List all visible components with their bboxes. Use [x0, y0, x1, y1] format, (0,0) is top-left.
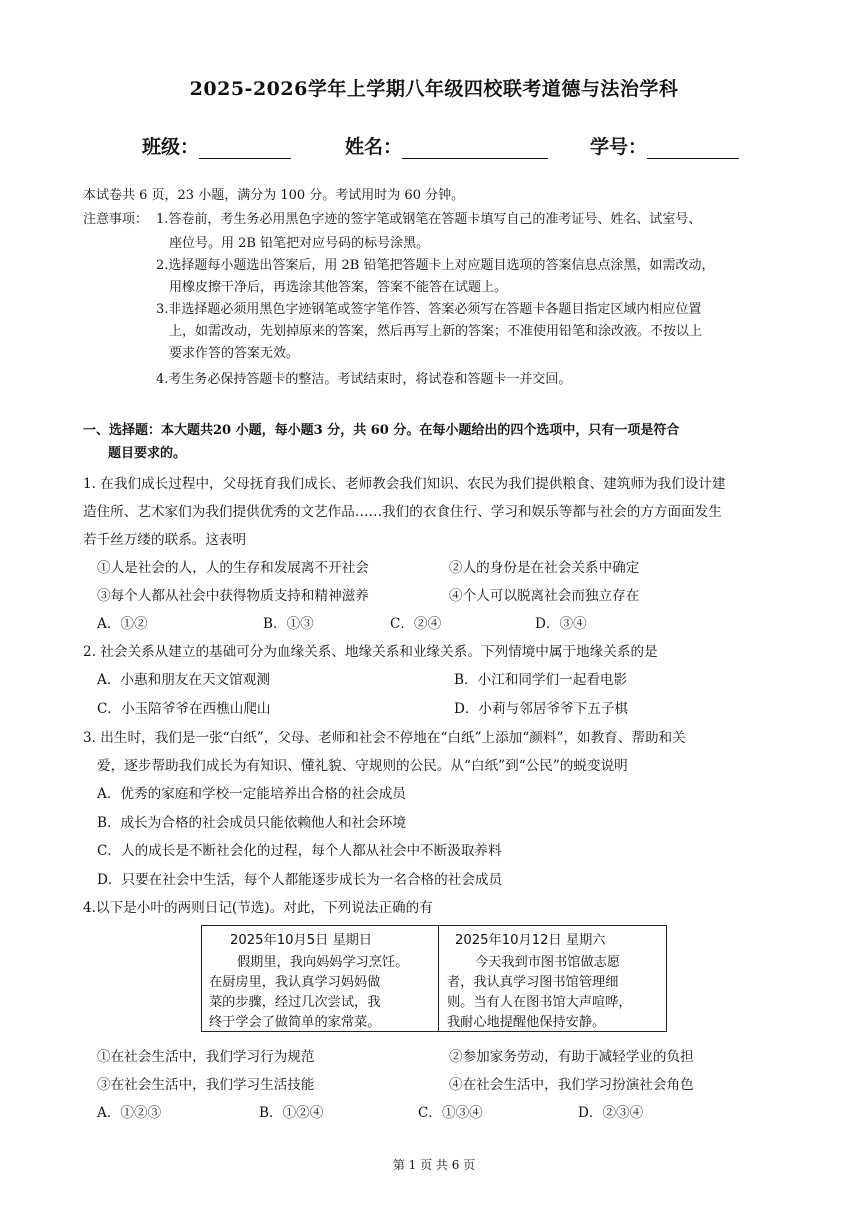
page-number: 第 1 页 共 6 页: [392, 1158, 476, 1172]
option-a: A．小惠和朋友在天文馆观测: [97, 672, 270, 688]
option-b: B．①③: [263, 616, 314, 632]
note-line: 要求作答的答案无效。: [169, 346, 300, 361]
question-1-stem: 造住所、艺术家们为我们提供优秀的文艺作品……我们的衣食住行、学习和娱乐等都与社会的方方面面发生: [83, 504, 722, 520]
option-b: B．小江和同学们一起看电影: [454, 672, 628, 688]
diary-right-line: 今天我到市图书馆做志愿: [475, 955, 621, 970]
statement-4: ④在社会生活中，我们学习扮演社会角色: [449, 1077, 694, 1093]
diary-left-line: 菜的步骤，经过几次尝试，我: [209, 995, 381, 1010]
notes-label: 注意事项：: [83, 212, 149, 227]
name-blank: [402, 138, 548, 159]
id-label: 学号：: [590, 136, 648, 158]
diary-left-line: 终于学会了做简单的家常菜。: [209, 1015, 381, 1030]
option-c: C．①③④: [418, 1105, 483, 1121]
statement-1: ①人是社会的人，人的生存和发展离不开社会: [97, 560, 369, 576]
exam-summary: 本试卷共 6 页，23 小题，满分为 100 分。考试用时为 60 分钟。: [83, 188, 465, 203]
option-c: C．人的成长是不断社会化的过程，每个人都从社会中不断汲取养料: [97, 843, 502, 859]
option-a: A．①②③: [97, 1105, 162, 1121]
page-title: 2025-2026学年上学期八年级四校联考道德与法治学科: [189, 78, 679, 100]
statement-1: ①在社会生活中，我们学习行为规范: [97, 1049, 315, 1065]
question-1-stem: 若千丝万缕的联系。这表明: [83, 532, 247, 548]
question-3-stem: 爱，逐步帮助我们成长为有知识、懂礼貌、守规则的公民。从“白纸”到“公民”的蜕变说明: [97, 758, 628, 774]
note-line: 3.非选择题必须用黑色字迹钢笔或签字笔作答、答案必须写在答题卡各题目指定区域内相应位置: [156, 302, 702, 317]
note-line: 4.考生务必保持答题卡的整洁。考试结束时，将试卷和答题卡一并交回。: [156, 372, 572, 387]
option-d: D．②③④: [578, 1105, 644, 1121]
option-c: C．②④: [390, 616, 442, 632]
class-blank: [199, 138, 291, 159]
option-d: D．小莉与邻居爷爷下五子棋: [454, 701, 629, 717]
option-d: D．只要在社会中生活，每个人都能逐步成长为一名合格的社会成员: [97, 872, 503, 888]
option-c: C．小玉陪爷爷在西樵山爬山: [97, 701, 271, 717]
note-line: 用橡皮擦干净后，再选涂其他答案，答案不能答在试题上。: [169, 280, 508, 295]
diary-right-line: 者，我认真学习图书馆管理细: [447, 975, 619, 990]
name-label: 姓名：: [345, 136, 403, 158]
note-line: 座位号。用 2B 铅笔把对应号码的标号涂黑。: [169, 236, 430, 251]
diary-table: [201, 925, 667, 1032]
statement-3: ③在社会生活中，我们学习生活技能: [97, 1077, 315, 1093]
statement-3: ③每个人都从社会中获得物质支持和精神滋养: [97, 588, 369, 604]
diary-left-line: 假期里，我向妈妈学习烹饪。: [237, 955, 409, 970]
option-b: B．①②④: [259, 1105, 324, 1121]
statement-2: ②参加家务劳动，有助于减轻学业的负担: [449, 1049, 694, 1065]
note-line: 上，如需改动，先划掉原来的答案，然后再写上新的答案；不准使用铅笔和涂改液。不按以上: [169, 324, 703, 339]
option-a: A．①②: [97, 616, 148, 632]
id-field: [590, 132, 739, 159]
diary-divider: [438, 926, 439, 1031]
class-label: 班级：: [142, 136, 200, 158]
option-a: A．优秀的家庭和学校一定能培养出合格的社会成员: [97, 786, 406, 802]
id-blank: [647, 138, 739, 159]
question-4-stem: 4.以下是小叶的两则日记(节选)。对此，下列说法正确的有: [83, 900, 433, 916]
question-3-stem: 3. 出生时，我们是一张“白纸”，父母、老师和社会不停地在“白纸”上添加“颜料”，如教育、帮助和关: [83, 730, 686, 746]
diary-left-date: 2025年10月5日 星期日: [230, 933, 373, 948]
question-1-stem: 1. 在我们成长过程中，父母抚育我们成长、老师教会我们知识、农民为我们提供粮食、建筑师为我们设计建: [83, 476, 726, 492]
option-b: B．成长为合格的社会成员只能依赖他人和社会环境: [97, 815, 407, 831]
diary-left-line: 在厨房里，我认真学习妈妈做: [209, 975, 381, 990]
note-line: 2.选择题每小题选出答案后，用 2B 铅笔把答题卡上对应题目选项的答案信息点涂黑，如需改动，: [156, 258, 715, 273]
statement-2: ②人的身份是在社会关系中确定: [449, 560, 640, 576]
diary-right-line: 则。当有人在图书馆大声喧哗，: [447, 995, 632, 1010]
section-heading-cont: 题目要求的。: [108, 446, 187, 461]
question-2-stem: 2. 社会关系从建立的基础可分为血缘关系、地缘关系和业缘关系。下列情境中属于地缘关系的是: [83, 644, 658, 660]
note-line: 1.答卷前，考生务必用黑色字迹的签字笔或钢笔在答题卡填写自己的准考证号、姓名、试室号、: [156, 212, 702, 227]
name-field: [345, 132, 548, 159]
option-d: D．③④: [535, 616, 587, 632]
section-heading: 一、选择题：本大题共20 小题，每小题3 分，共 60 分。在每小题给出的四个选项中，只有一项是符合: [83, 423, 680, 438]
diary-right-date: 2025年10月12日 星期六: [455, 933, 606, 948]
diary-right-line: 我耐心地提醒他保持安静。: [447, 1015, 606, 1030]
statement-4: ④个人可以脱离社会而独立存在: [449, 588, 640, 604]
class-field: [142, 132, 291, 159]
